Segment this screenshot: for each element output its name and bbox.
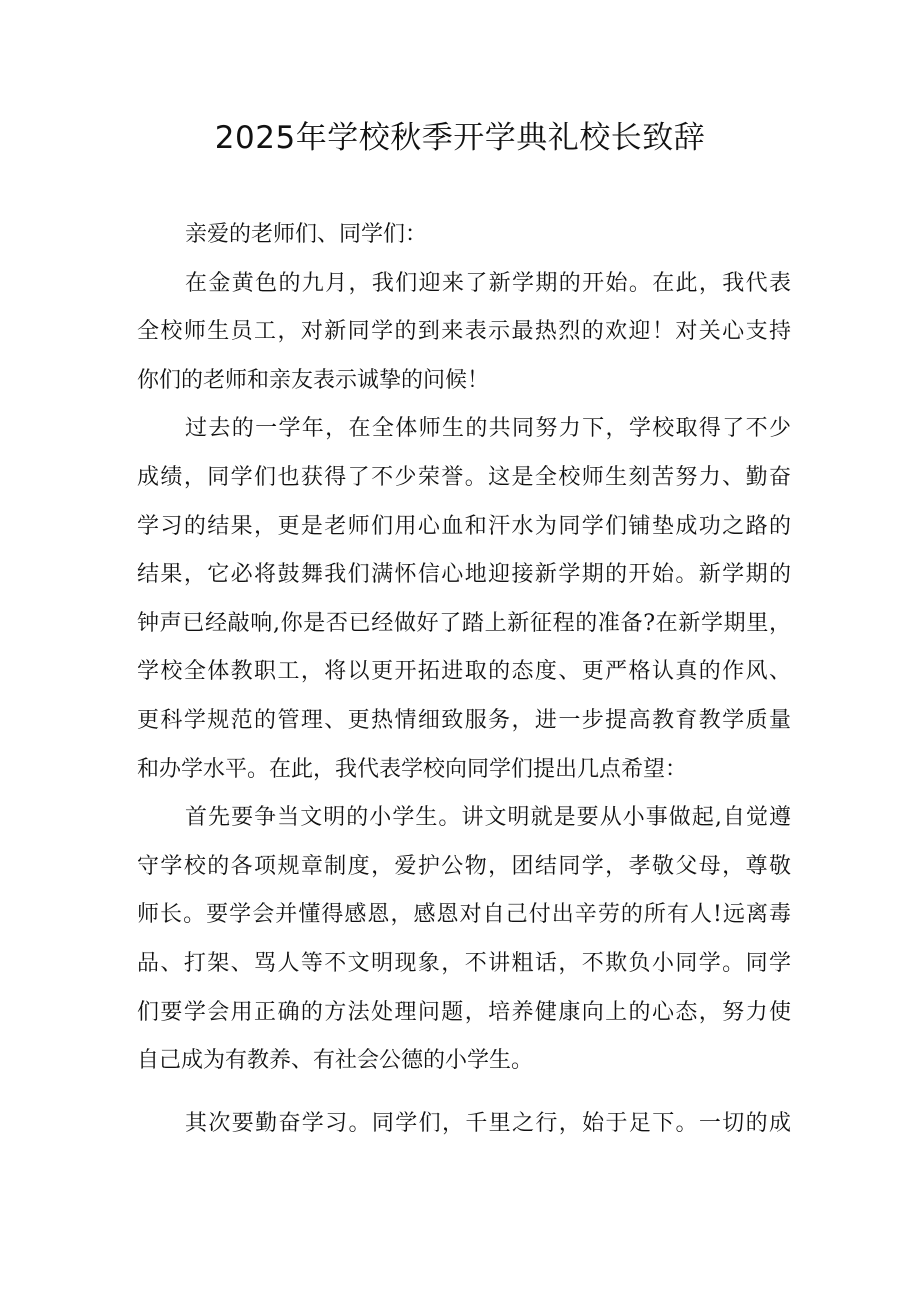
- salutation-line: 亲爱的老师们、同学们：: [185, 222, 428, 247]
- paragraph-line: 学校全体教职工，将以更开拓进取的态度、更严格认真的作风、: [137, 659, 791, 685]
- paragraph-spacer: [137, 1086, 791, 1100]
- paragraph-line: 结果，它必将鼓舞我们满怀信心地迎接新学期的开始。新学期的: [137, 562, 791, 588]
- paragraph-line: 在金黄色的九月，我们迎来了新学期的开始。在此，我代表: [185, 270, 791, 296]
- paragraph-line: 师长。要学会并懂得感恩，感恩对自己付出辛劳的所有人!远离毒: [137, 902, 791, 928]
- document-title: 2025年学校秋季开学典礼校长致辞: [214, 120, 706, 156]
- paragraph-line: 钟声已经敲响,你是否已经做好了踏上新征程的准备?在新学期里，: [137, 610, 791, 636]
- paragraph-line: 首先要争当文明的小学生。讲文明就是要从小事做起,自觉遵: [185, 805, 791, 831]
- paragraph-line: 全校师生员工，对新同学的到来表示最热烈的欢迎！对关心支持: [137, 319, 791, 345]
- paragraph-line: 自己成为有教养、有社会公德的小学生。: [137, 1048, 534, 1074]
- paragraph-line: 和办学水平。在此，我代表学校向同学们提出几点希望：: [137, 756, 688, 782]
- paragraph-line: 其次要勤奋学习。同学们，千里之行，始于足下。一切的成: [185, 1110, 791, 1136]
- paragraph-line: 学习的结果，更是老师们用心血和汗水为同学们铺垫成功之路的: [137, 513, 791, 539]
- paragraph-line: 成绩，同学们也获得了不少荣誉。这是全校师生刻苦努力、勤奋: [137, 464, 791, 490]
- paragraph-line: 过去的一学年，在全体师生的共同努力下，学校取得了不少: [185, 416, 791, 442]
- document-body: [137, 211, 791, 1148]
- paragraph-line: 更科学规范的管理、更热情细致服务，进一步提高教育教学质量: [137, 707, 791, 733]
- paragraph-line: 们要学会用正确的方法处理问题，培养健康向上的心态，努力使: [137, 999, 791, 1025]
- paragraph-line: 品、打架、骂人等不文明现象，不讲粗话，不欺负小同学。同学: [137, 950, 791, 976]
- paragraph-line: 守学校的各项规章制度，爱护公物，团结同学，孝敬父母，尊敬: [137, 853, 791, 879]
- paragraph-line: 你们的老师和亲友表示诚挚的问候！: [137, 367, 490, 393]
